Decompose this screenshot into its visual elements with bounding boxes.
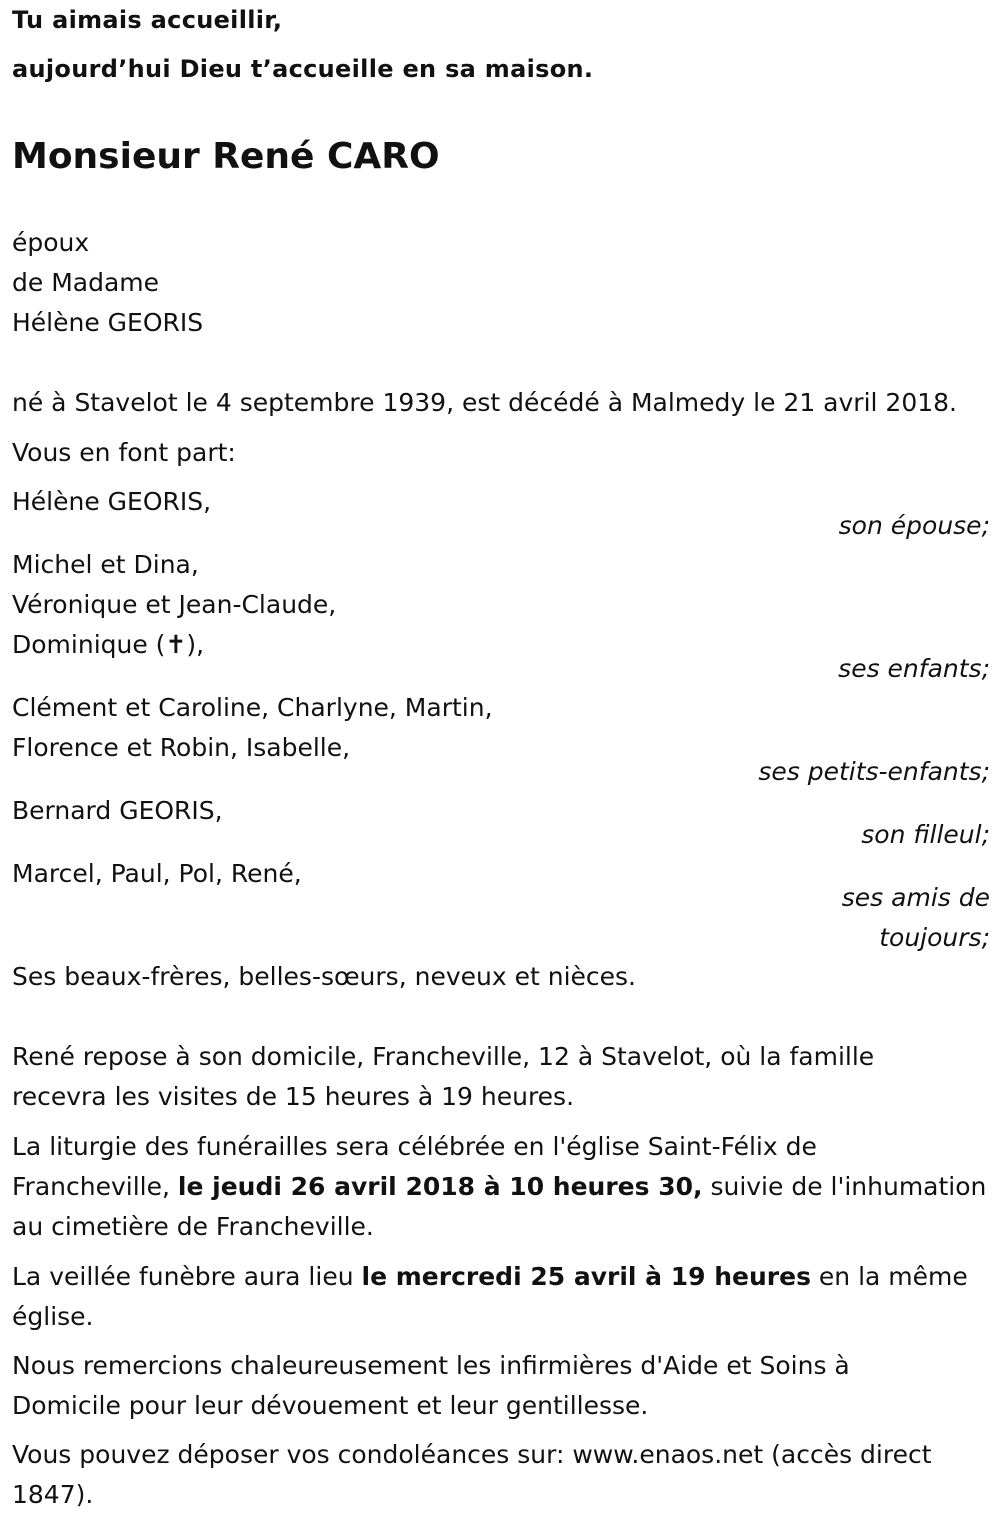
- vigil-line-2: église.: [12, 1302, 94, 1331]
- thanks-line-1: Nous remercions chaleureusement les infirmières d'Aide et Soins à: [12, 1351, 850, 1380]
- vigil-date-time: le mercredi 25 avril à 19 heures: [361, 1262, 811, 1291]
- liturgy-paragraph: [12, 1127, 990, 1247]
- liturgy-line-2: [12, 1167, 990, 1207]
- thanks-paragraph: [12, 1346, 990, 1426]
- relation-line-3: Hélène GEORIS: [12, 308, 204, 337]
- liturgy-line-2-post: suivie de l'inhumation: [702, 1172, 987, 1201]
- funeral-date-time: le jeudi 26 avril 2018 à 10 heures 30,: [177, 1172, 703, 1201]
- grandchildren-line-1: Clément et Caroline, Charlyne, Martin,: [12, 693, 493, 722]
- condolences-line-1: Vous pouvez déposer vos condoléances sur: www.enaos.net (accès direct: [12, 1440, 932, 1469]
- thanks-line-2: Domicile pour leur dévouement et leur gentillesse.: [12, 1391, 649, 1420]
- child-line-3: [12, 625, 204, 665]
- grandchildren-line-2: Florence et Robin, Isabelle,: [12, 733, 351, 762]
- spouse-name: Hélène GEORIS,: [12, 487, 212, 516]
- condolences-line-2: 1847).: [12, 1480, 94, 1509]
- friends-role-line-1: ses amis de: [841, 883, 990, 912]
- liturgy-line-3: au cimetière de Francheville.: [12, 1212, 374, 1241]
- spouse-role: son épouse;: [838, 511, 990, 540]
- birth-death-statement: né à Stavelot le 4 septembre 1939, est décédé à Malmedy le 21 avril 2018.: [12, 388, 957, 417]
- other-relatives: Ses beaux-frères, belles-sœurs, neveux et nièces.: [12, 962, 636, 991]
- vigil-pre: La veillée funèbre aura lieu: [12, 1262, 362, 1291]
- child-line-2: Véronique et Jean-Claude,: [12, 590, 337, 619]
- repose-line-1: René repose à son domicile, Francheville, 12 à Stavelot, où la famille: [12, 1042, 875, 1071]
- vigil-post: en la même: [810, 1262, 968, 1291]
- vigil-paragraph: [12, 1257, 990, 1337]
- condolences-paragraph: [12, 1435, 990, 1515]
- vigil-line-1: [12, 1257, 990, 1297]
- repose-line-2: recevra les visites de 15 heures à 19 heures.: [12, 1082, 575, 1111]
- announcement-intro: Vous en font part:: [12, 438, 236, 467]
- cross-icon: ✝: [165, 630, 187, 659]
- relation-line-1: époux: [12, 228, 90, 257]
- grandchildren-role: ses petits-enfants;: [758, 757, 990, 786]
- friends-names: Marcel, Paul, Pol, René,: [12, 859, 302, 888]
- epigraph-line-1: Tu aimais accueillir,: [12, 6, 283, 34]
- children-role: ses enfants;: [838, 654, 990, 683]
- relation-line-2: de Madame: [12, 268, 160, 297]
- child-line-3-name: Dominique (: [12, 630, 166, 659]
- repose-paragraph: [12, 1037, 990, 1117]
- child-line-3-close: ),: [186, 630, 205, 659]
- deceased-name: Monsieur René CARO: [12, 136, 440, 177]
- child-line-1: Michel et Dina,: [12, 550, 199, 579]
- epigraph-line-2: aujourd’hui Dieu t’accueille en sa maison.: [12, 55, 594, 83]
- friends-role-line-2: toujours;: [879, 923, 990, 952]
- godson-name: Bernard GEORIS,: [12, 796, 223, 825]
- liturgy-line-2-pre: Francheville,: [12, 1172, 178, 1201]
- liturgy-line-1: La liturgie des funérailles sera célébrée en l'église Saint-Félix de: [12, 1132, 817, 1161]
- godson-role: son filleul;: [861, 820, 990, 849]
